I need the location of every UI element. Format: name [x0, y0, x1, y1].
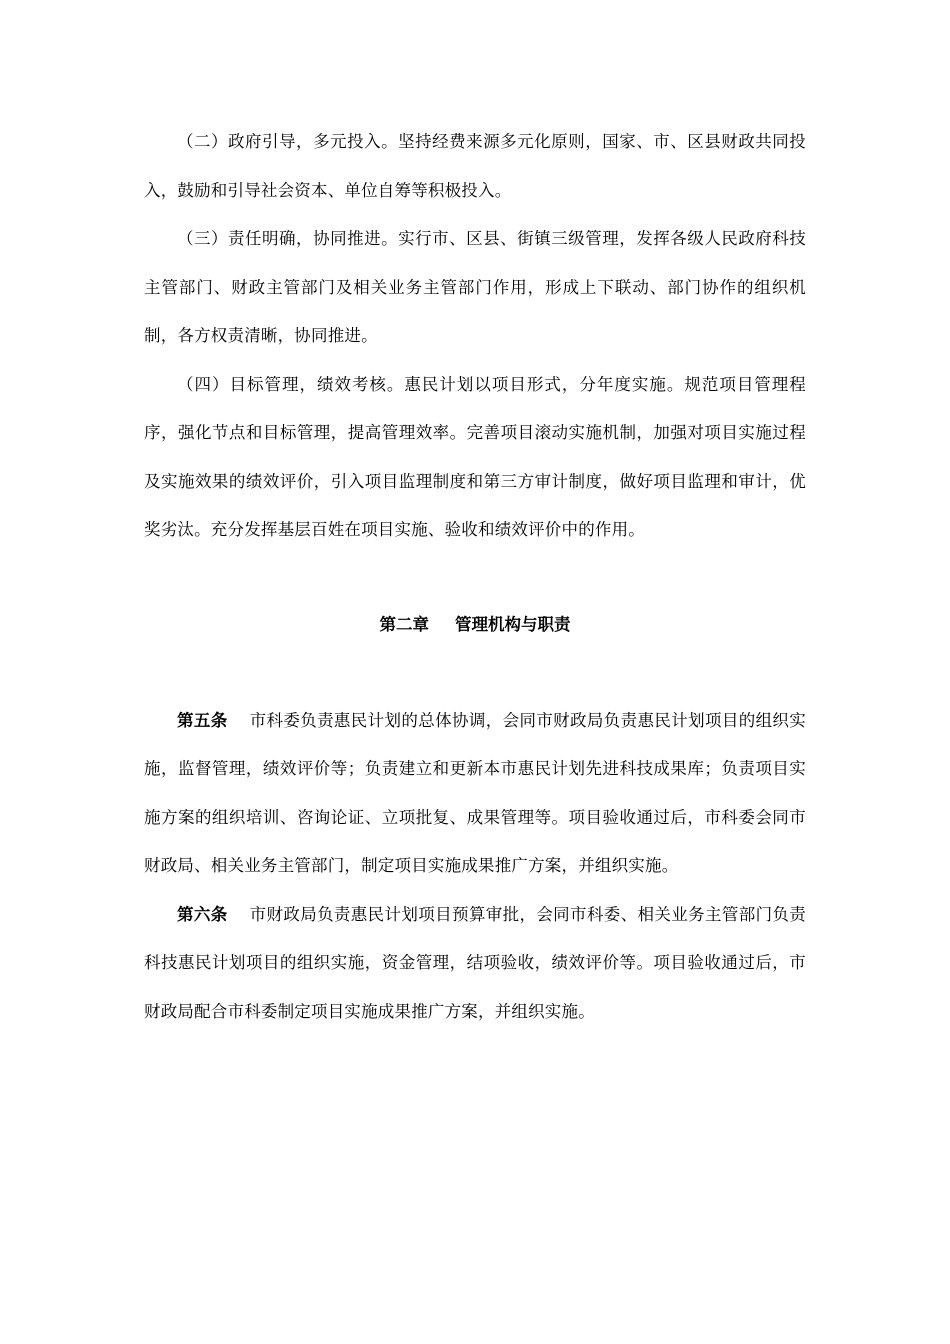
paragraph-principle-3: （三）责任明确，协同推进。实行市、区县、街镇三级管理，发挥各级人民政府科技主管部门、财政主管部门及相关业务主管部门作用，形成上下联动、部门协作的组织机制，各方权责清晰，协同推进。: [144, 229, 806, 345]
paragraph-principle-2: （二）政府引导，多元投入。坚持经费来源多元化原则，国家、市、区县财政共同投入，鼓励和引导社会资本、单位自筹等积极投入。: [144, 132, 806, 200]
article-text: 市科委负责惠民计划的总体协调，会同市财政局负责惠民计划项目的组织实施，监督管理，绩效评价等；负责建立和更新本市惠民计划先进科技成果库；负责项目实施方案的组织培训、咨询论证、立项批复、成果管理等。项目验收通过后，市科委会同市财政局、相关业务主管部门，制定项目实施成果推广方案，并组织实施。: [144, 710, 806, 875]
chapter-title: 管理机构与职责: [455, 614, 571, 634]
paragraph-principle-4: （四）目标管理，绩效考核。惠民计划以项目形式，分年度实施。规范项目管理程序，强化节点和目标管理，提高管理效率。完善项目滚动实施机制，加强对项目实施过程及实施效果的绩效评价，引入项目监理制度和第三方审计制度，做好项目监理和审计，优奖劣汰。充分发挥基层百姓在项目实施、验收和绩效评价中的作用。: [144, 374, 806, 539]
chapter-number: 第二章: [379, 614, 429, 634]
chapter-heading: [144, 601, 806, 649]
article-label: 第六条: [177, 904, 228, 924]
article-label: 第五条: [177, 710, 228, 730]
document-body: [144, 118, 806, 1036]
article-5: [144, 697, 806, 891]
article-text: 市财政局负责惠民计划项目预算审批，会同市科委、相关业务主管部门负责科技惠民计划项目的组织实施，资金管理，结项验收，绩效评价等。项目验收通过后，市财政局配合市科委制定项目实施成果推广方案，并组织实施。: [144, 904, 806, 1021]
article-6: [144, 891, 806, 1037]
